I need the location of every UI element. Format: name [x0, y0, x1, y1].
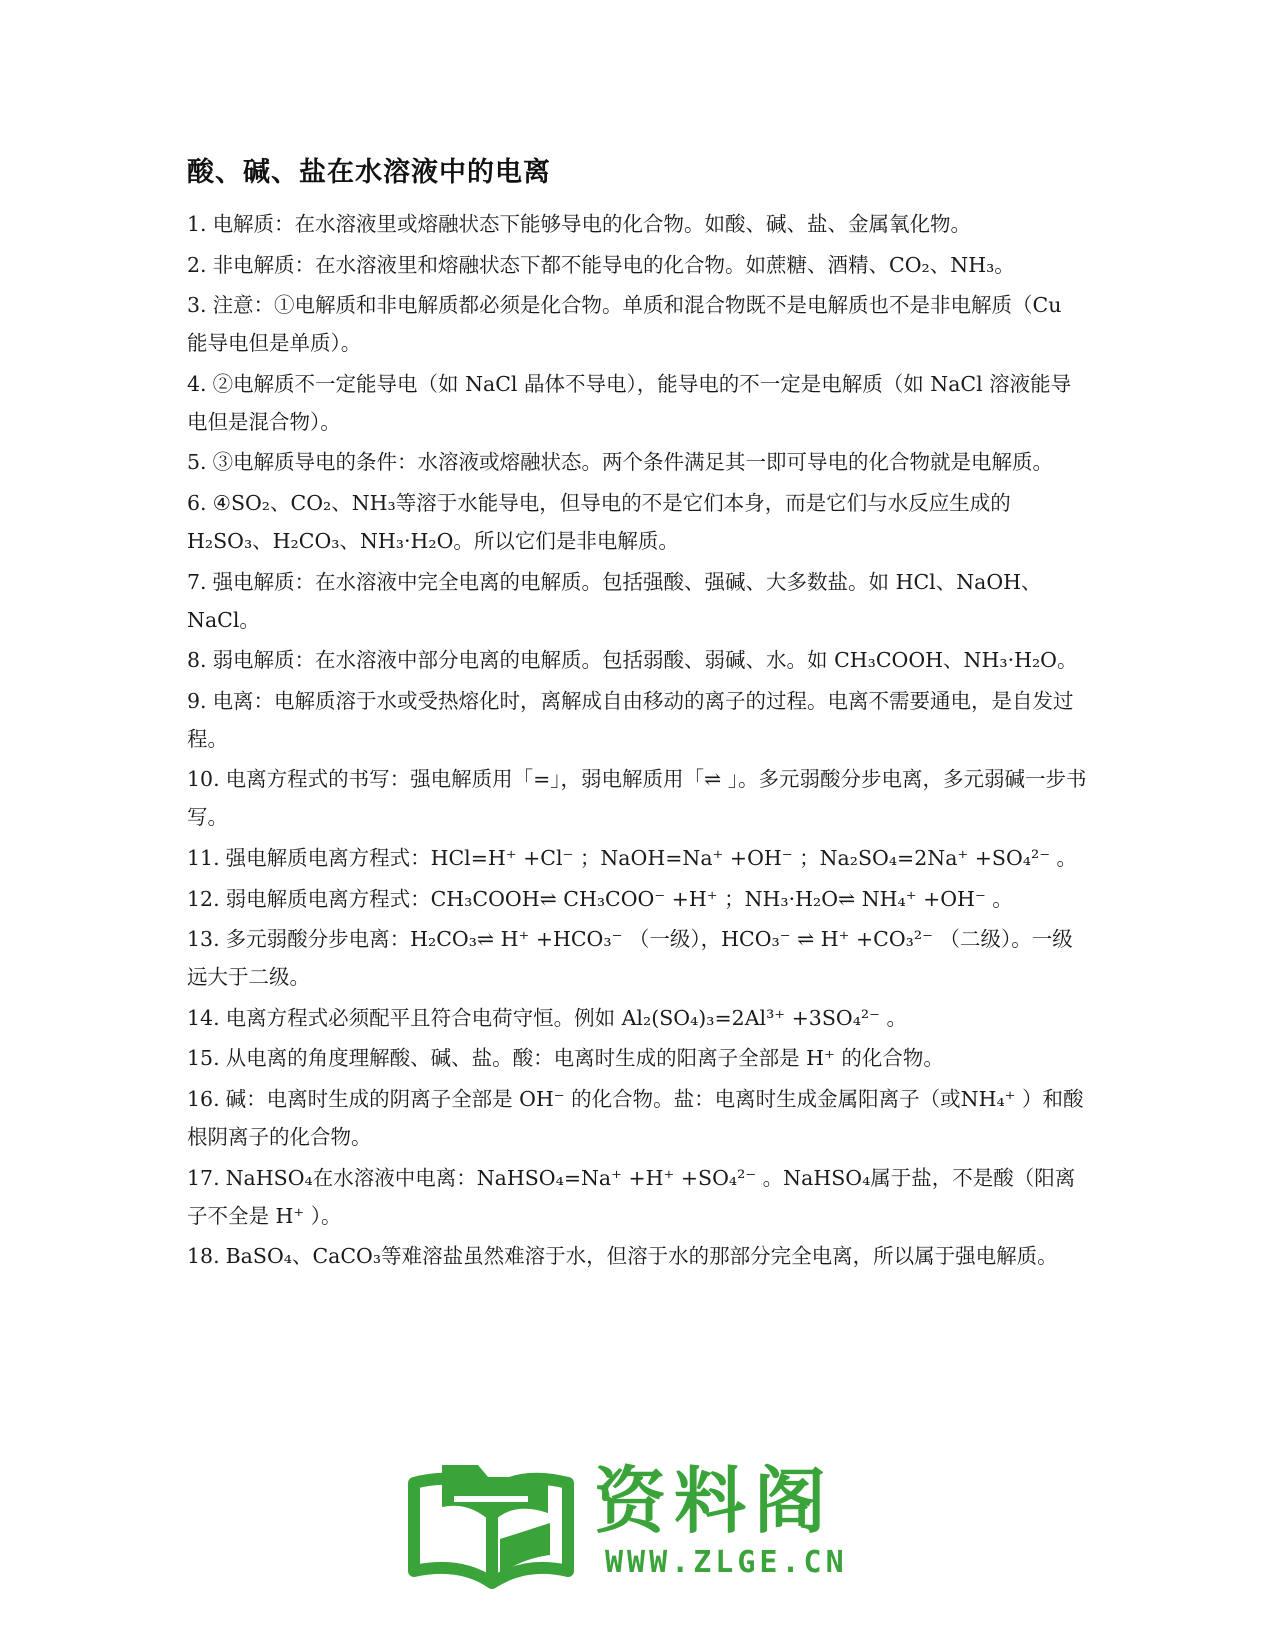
- list-item: [187, 1080, 1087, 1156]
- item-text: 非电解质：在水溶液里和熔融状态下都不能导电的化合物。如蔗糖、酒精、CO₂、NH₃。: [212, 252, 1015, 277]
- item-text: 强电解质：在水溶液中完全电离的电解质。包括强酸、强碱、大多数盐。如 HCl、NaOH、NaCl。: [187, 569, 1042, 632]
- item-number: 16.: [187, 1086, 220, 1111]
- list-item: [187, 484, 1087, 560]
- item-number: 17.: [187, 1165, 220, 1190]
- list-item: [187, 205, 1087, 243]
- item-text: 碱：电离时生成的阴离子全部是 OH⁻ 的化合物。盐：电离时生成金属阳离子（或NH₄⁺ ）和酸根阴离子的化合物。: [187, 1086, 1084, 1149]
- item-number: 13.: [187, 927, 220, 952]
- document: [187, 150, 1087, 1278]
- item-number: 4.: [187, 371, 207, 396]
- item-number: 3.: [187, 293, 207, 318]
- item-text: 强电解质电离方程式：HCl=H⁺ +Cl⁻ ；NaOH=Na⁺ +OH⁻ ；Na₂SO₄=2Na⁺ +SO₄²⁻ 。: [225, 845, 1078, 870]
- item-text: NaHSO₄在水溶液中电离：NaHSO₄=Na⁺ +H⁺ +SO₄²⁻ 。NaHSO₄属于盐，不是酸（阳离子不全是 H⁺ ）。: [187, 1165, 1076, 1228]
- list-item: [187, 246, 1087, 284]
- page-title: 酸、碱、盐在水溶液中的电离: [187, 157, 551, 188]
- item-text: 弱电解质：在水溶液中部分电离的电解质。包括弱酸、弱碱、水。如 CH₃COOH、NH₃·H₂O。: [212, 648, 1078, 673]
- item-text: 从电离的角度理解酸、碱、盐。酸：电离时生成的阳离子全部是 H⁺ 的化合物。: [225, 1046, 944, 1071]
- list-item: [187, 880, 1087, 918]
- item-number: 2.: [187, 252, 207, 277]
- item-text: 电离方程式必须配平且符合电荷守恒。例如 Al₂(SO₄)₃=2Al³⁺ +3SO₄²⁻ 。: [225, 1005, 907, 1030]
- list-item: [187, 682, 1087, 758]
- item-text: ②电解质不一定能导电（如 NaCl 晶体不导电），能导电的不一定是电解质（如 NaCl 溶液能导电但是混合物）。: [187, 371, 1072, 434]
- item-text: 电离：电解质溶于水或受热熔化时，离解成自由移动的离子的过程。电离不需要通电，是自发过程。: [187, 688, 1074, 751]
- item-text: 多元弱酸分步电离：H₂CO₃⇌ H⁺ +HCO₃⁻ （一级），HCO₃⁻ ⇌ H⁺ +CO₃²⁻ （二级）。一级远大于二级。: [187, 927, 1073, 990]
- watermark-logo: [400, 1443, 870, 1593]
- item-text: ③电解质导电的条件：水溶液或熔融状态。两个条件满足其一即可导电的化合物就是电解质。: [212, 450, 1054, 475]
- item-number: 7.: [187, 569, 207, 594]
- item-number: 5.: [187, 450, 207, 475]
- item-text: ④SO₂、CO₂、NH₃等溶于水能导电，但导电的不是它们本身，而是它们与水反应生成的H₂SO₃、H₂CO₃、NH₃·H₂O。所以它们是非电解质。: [187, 490, 1011, 553]
- item-text: 电解质：在水溶液里或熔融状态下能够导电的化合物。如酸、碱、盐、金属氧化物。: [212, 212, 972, 236]
- item-number: 8.: [187, 648, 207, 673]
- watermark-url: WWW.ZLGE.CN: [605, 1545, 848, 1580]
- item-text: 注意：①电解质和非电解质都必须是化合物。单质和混合物既不是电解质也不是非电解质（Cu 能导电但是单质）。: [187, 293, 1062, 356]
- item-text: 弱电解质电离方程式：CH₃COOH⇌ CH₃COO⁻ +H⁺ ；NH₃·H₂O⇌ NH₄⁺ +OH⁻ 。: [225, 886, 1013, 911]
- item-text: BaSO₄、CaCO₃等难溶盐虽然难溶于水，但溶于水的那部分完全电离，所以属于强电解质。: [225, 1244, 1058, 1269]
- item-number: 1.: [187, 212, 207, 236]
- list-item: [187, 443, 1087, 481]
- item-number: 6.: [187, 490, 207, 515]
- item-number: 15.: [187, 1046, 220, 1071]
- item-text: 电离方程式的书写：强电解质用「=」，弱电解质用「⇌ 」。多元弱酸分步电离，多元弱碱一步书写。: [187, 767, 1087, 830]
- item-number: 10.: [187, 767, 220, 792]
- list-item: [187, 641, 1087, 679]
- item-number: 9.: [187, 688, 207, 713]
- list-item: [187, 286, 1087, 362]
- list-item: [187, 1039, 1087, 1077]
- item-number: 11.: [187, 845, 220, 870]
- list-item: [187, 365, 1087, 441]
- list-item: [187, 760, 1087, 836]
- list-item: [187, 1237, 1087, 1275]
- list-item: [187, 563, 1087, 639]
- item-list: [187, 205, 1087, 1275]
- list-item: [187, 839, 1087, 877]
- watermark-name: 资料阁: [594, 1459, 835, 1543]
- item-number: 12.: [187, 886, 220, 911]
- list-item: [187, 999, 1087, 1037]
- list-item: [187, 1159, 1087, 1235]
- item-number: 18.: [187, 1244, 220, 1269]
- item-number: 14.: [187, 1005, 220, 1030]
- list-item: [187, 920, 1087, 996]
- open-book-icon: [400, 1443, 590, 1593]
